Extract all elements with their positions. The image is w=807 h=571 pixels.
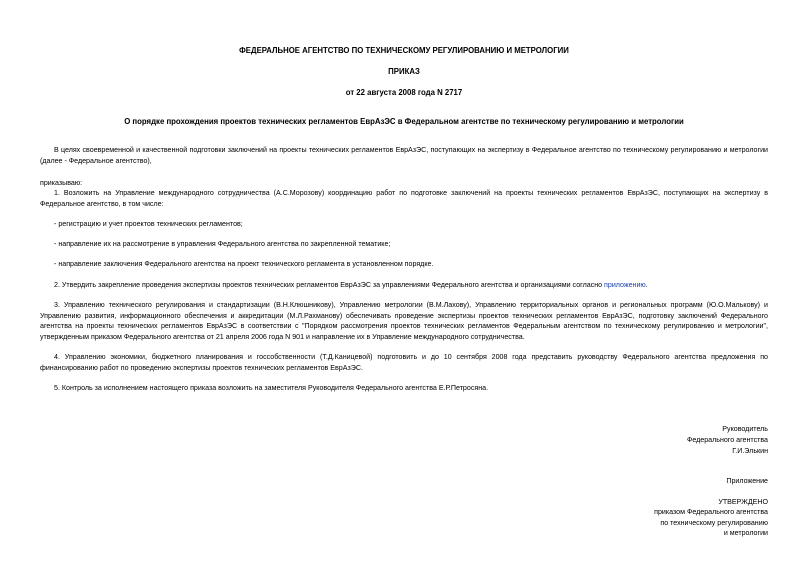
doc-type: ПРИКАЗ (388, 67, 420, 76)
date-number: от 22 августа 2008 года N 2717 (345, 88, 463, 97)
signature-name: Г.И.Элькин (732, 447, 768, 455)
agency-title: ФЕДЕРАЛЬНОЕ АГЕНТСТВО ПО ТЕХНИЧЕСКОМУ РЕГУЛИРОВАНИЮ И МЕТРОЛОГИИ (239, 46, 569, 55)
item-2 (40, 280, 768, 291)
item-4: 4. Управлению экономики, бюджетного планирования и госсобственности (Т.Д.Каницевой) подготовить и до 10 сентября 2008 года представить руководству Федерального агентства предложения по финансированию работ по проведению экспертизы проектов технических регламентов ЕврАзЭС. (40, 353, 768, 372)
item-1: 1. Возложить на Управление международного сотрудничества (А.С.Морозову) координацию работ по подготовке заключений на проекты технических регламентов ЕврАзЭС, поступающих на экспертизу в Федеральное агентство, в том числе: (40, 189, 768, 208)
appendix-label: Приложение (726, 477, 768, 485)
item-2-end: . (645, 281, 648, 289)
signature-title: Руководитель (722, 425, 768, 433)
approved-line-1: приказом Федерального агентства (654, 508, 768, 516)
order-word: приказываю: (40, 179, 83, 187)
approved-label: УТВЕРЖДЕНО (718, 498, 768, 506)
item-3: 3. Управлению технического регулирования и стандартизации (В.Н.Клюшникову), Управлению метрологии (В.М.Лахову), Управлению территориальных органов и региональных программ (Ю.О.Малькову) и Управлению развития, информационного обеспечения и аккредитации (М.Л.Рахманову) обеспечивать проведение экспертизы проектов технических регламентов ЕврАзЭС, подготовку заключений Федерального агентства на проекты технических регламентов ЕврАзЭС в соответствии с "Порядком рассмотрения проектов технических регламентов Федеральным агентством по техническому регулированию и метрологии", утвержденным приказом Федерального агентства от 21 апреля 2006 года N 901 и направление их в Управление международного сотрудничества. (40, 301, 768, 341)
document-subject: О порядке прохождения проектов технических регламентов ЕврАзЭС в Федеральном агентстве по техническому регулированию и метрологии (124, 117, 684, 126)
preamble: В целях своевременной и качественной подготовки заключений на проекты технических регламентов ЕврАзЭС, поступающих на экспертизу в Федеральное агентство по техническому регулированию и метрологии (далее - Федеральное агентство), (40, 146, 768, 165)
approved-line-2: по техническому регулированию (660, 519, 768, 527)
item-1-sub-3: - направление заключения Федерального агентства на проект технического регламента в установленном порядке. (54, 260, 434, 268)
item-1-sub-1: - регистрацию и учет проектов технических регламентов; (54, 220, 243, 228)
approved-line-3: и метрологии (723, 529, 768, 537)
appendix-link[interactable]: приложению (604, 281, 646, 289)
item-5: 5. Контроль за исполнением настоящего приказа возложить на заместителя Руководителя Федерального агентства Е.Р.Петросяна. (54, 384, 489, 392)
item-2-text: 2. Утвердить закрепление проведения экспертизы проектов технических регламентов ЕврАзЭС за управлениями Федерального агентства и организациями согласно (54, 281, 605, 289)
item-1-sub-2: - направление их на рассмотрение в управления Федерального агентства по закрепленной тематике; (54, 240, 391, 248)
signature-org: Федерального агентства (686, 436, 768, 444)
